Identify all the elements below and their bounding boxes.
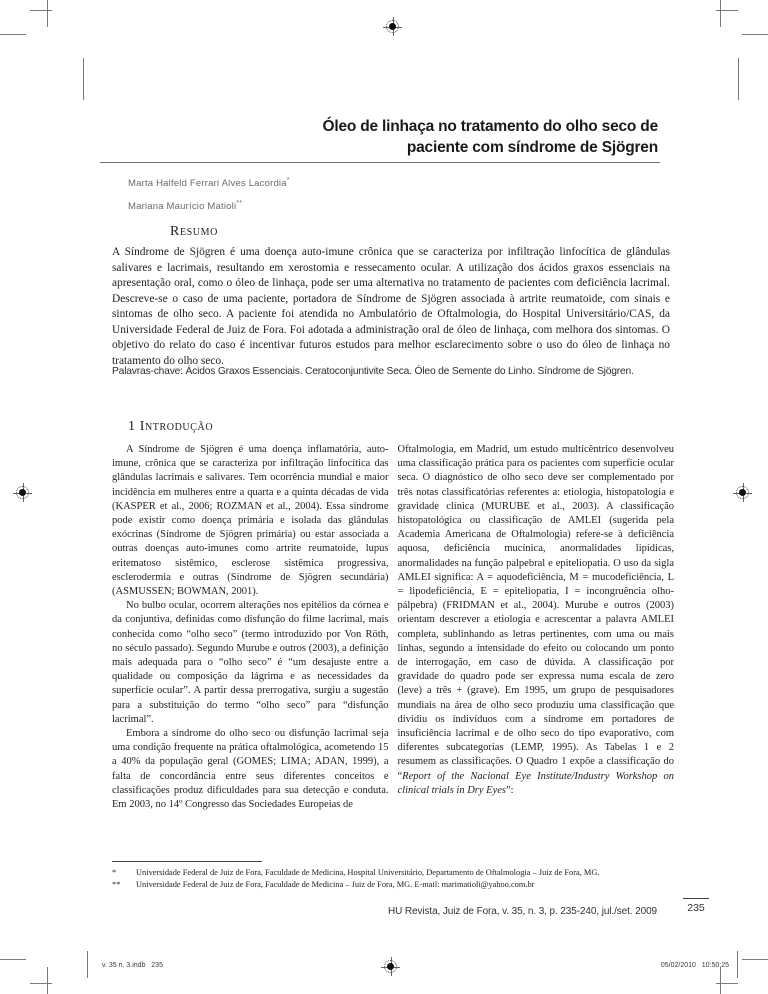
page-number: 235 — [683, 898, 709, 914]
footnote-text: Universidade Federal de Juiz de Fora, Faculdade de Medicina, Hospital Universitário, Departamento de Oftalmologia – Juiz de Fora, MG. — [136, 868, 600, 877]
print-file-label: v. 35 n. 3.indb 235 — [102, 962, 163, 969]
author-line — [128, 171, 290, 194]
abstract-text: A Síndrome de Sjögren é uma doença auto-imune crônica que se caracteriza por infiltração linfocítica de glândulas salivares e lacrimais, resultando em xerostomia e ressecamento ocular. A utilização dos ácidos graxos essenciais na apresentação oral, como o óleo de linhaça, pode ser uma alternativa no tratamento de pacientes com deficiência lacrimal. Descreve-se o caso de uma paciente, portadora de Síndrome de Sjögren associada à artrite reumatoide, com sinais e sintomas de olho seco. A paciente foi atendida no Ambulatório de Oftalmologia, do Hospital Universitário/CAS, da Universidade Federal de Juiz de Fora. Foi adotada a administração oral de óleo de linhaça, com melhora dos sintomas. O objetivo do relato do caso é incentivar futuros estudos para melhor esclarecimento sobre o uso do óleo de linhaça no tratamento do olho seco. — [112, 246, 670, 367]
body-paragraph-text: Oftalmologia, em Madrid, um estudo multicêntrico desenvolveu uma classificação prática para os pacientes com superfície ocular seca. O diagnóstico de olho seco deve ser complementado por três notas classificatórias referentes a: etiologia, histopatologia e gravidade clínica (MURUBE et al., 2003). A classificação histopatológica ou classificação de AMLEI (sugerida pela Academia Americana de Oftalmologia) refere-se à deficiência aquosa, deficiência mucínica, anormalidades lipídicas, anormalidades na função palpebral e epiteliopatia. O uso da sigla AMLEI significa: A = aquodeficiência, M = mucodeficiência, L = lipodeficiência, E = epiteliopatia, I = incongruência olho-pálpebra) (FRIDMAN et al., 2004). Murube e outros (2003) orientam descrever a etiologia e acrescentar a palavra AMLEI completa, sublinhando as letras pertinentes, com uma ou mais linhas, segundo a intensidade do efeito ou colocando um ponto de interrogação, em caso de dúvida. A classificação por gravidade do quadro pode ser expressa numa escala de zero (leve) a três + (grave). Em 1995, um grupo de pesquisadores mundiais na área de olho seco produziu uma classificação que dividiu os indivíduos com a síndrome em portadores de insuficiência lacrimal e de olho seco do tipo evaporativo, com diferentes subcategorias (LEMP, 1995). As Tabelas 1 e 2 resumem as classificações. O Quadro 1 expõe a classificação do “ — [397, 444, 674, 782]
author-affiliation-mark: ** — [236, 200, 243, 208]
bleed-bar-top-left — [83, 58, 84, 100]
body-paragraph: A Síndrome de Sjögren é uma doença inflamatória, auto-imune, crônica que se caracteriza por infiltração linfocítica das glândulas lacrimais e salivares. Tem ocorrência mundial e maior incidência em mulheres entre a quarta e a quinta décadas de vida (KASPER et al., 2006; ROZMAN et al., 2004). Essa síndrome pode existir como doença primária e isolada das glândulas exócrinas (Síndrome de Sjögren primária) ou estar associada a outras doenças auto-imunes como artrite reumatoide, lupus eritematoso sistêmico, esclerose sistêmica progressiva, esclerodermia e outras (Síndrome de Sjögren secundária) (ASMUSSEN; BOWMAN, 2001). — [112, 444, 389, 598]
author-name: Marta Halfeld Ferrari Alves Lacordia — [128, 178, 287, 190]
footnote-block — [112, 867, 674, 890]
bleed-bar-bottom-right — [737, 951, 738, 978]
registration-mark-right-icon — [734, 484, 751, 501]
body-paragraph-tail: ”: — [505, 784, 514, 796]
cited-report-title: Report of the Nacional Eye Institute/Industry Workshop on clinical trials in Dry Eyes — [397, 770, 674, 796]
crop-mark-top-left-vertical — [47, 0, 48, 27]
crop-mark-top-right-vertical — [720, 0, 721, 27]
crop-mark-top-right-horizontal — [742, 34, 768, 35]
bleed-bar-bottom-left — [87, 951, 88, 978]
two-column-body — [112, 443, 674, 812]
left-column — [112, 443, 389, 812]
registration-mark-left-icon — [14, 484, 31, 501]
crop-mark-top-left-horizontal — [0, 34, 26, 35]
crop-mark-bottom-right-vertical — [720, 967, 721, 994]
crop-mark-bottom-left-vertical — [47, 967, 48, 994]
title-divider-rule — [100, 162, 660, 163]
article-title — [228, 116, 658, 158]
right-column — [398, 443, 675, 812]
crop-mark-bottom-right-horizontal — [742, 959, 768, 960]
footnote-row — [112, 867, 674, 879]
crop-mark-top-left-dash — [30, 10, 52, 11]
footnote-marker: ** — [112, 879, 121, 889]
author-affiliation-mark: * — [286, 177, 290, 184]
author-line — [128, 194, 290, 217]
footnote-row — [112, 879, 674, 891]
footnote-text: Universidade Federal de Juiz de Fora, Faculdade de Medicina – Juiz de Fora, MG. E-mail: marimatioli@yahoo.com.br — [136, 879, 535, 889]
crop-mark-bottom-left-horizontal — [0, 959, 26, 960]
footnote-marker: * — [112, 868, 117, 877]
author-block — [128, 171, 290, 217]
registration-mark-top-icon — [384, 18, 401, 35]
body-paragraph: Embora a síndrome do olho seco ou disfunção lacrimal seja uma condição frequente na prática oftalmológica, acometendo 15 a 40% da população geral (GOMES; LIMA; ADAN, 1999), a falta de concordância entre seus diferentes conceitos e classificações produz dificuldades para sua detecção e conduta. Em 2003, no 14º Congresso das Sociedades Europeias de — [112, 728, 389, 811]
keywords-line: Palavras-chave: Ácidos Graxos Essenciais. Ceratoconjuntivite Seca. Óleo de Semente do Linho. Síndrome de Sjögren. — [112, 366, 634, 377]
body-paragraph: No bulbo ocular, ocorrem alterações nos epitélios da córnea e da conjuntiva, definidas como disfunção do filme lacrimal, mais conhecida como “olho seco” (termo introduzido por Von Röth, no século passado). Segundo Murube e outros (2003), a definição mais adequada para o “olho seco” é “um desajuste entre a qualidade ou composição da lágrima e as necessidades da superfície ocular”. A partir dessa prerrogativa, surgiu a sugestão para a substituição do termo “olho seco” para “disfunção lacrimal”. — [112, 600, 389, 725]
print-timestamp: 05/02/2010 10:50:25 — [660, 962, 729, 969]
article-title-line1: Óleo de linhaça no tratamento do olho seco de — [322, 118, 658, 135]
journal-citation-footer: HU Revista, Juiz de Fora, v. 35, n. 3, p. 235-240, jul./set. 2009 — [387, 906, 657, 917]
abstract-heading: Resumo — [170, 224, 218, 239]
footnote-divider-rule — [112, 861, 262, 862]
author-name: Mariana Maurício Matioli — [128, 201, 237, 213]
bleed-bar-top-right — [738, 58, 739, 100]
section-heading-introducao: 1 Introdução — [128, 419, 214, 434]
registration-mark-bottom-icon — [382, 958, 399, 975]
crop-mark-bottom-left-dash — [30, 983, 52, 984]
body-paragraph — [398, 443, 675, 798]
article-title-line2: paciente com síndrome de Sjögren — [406, 139, 658, 156]
